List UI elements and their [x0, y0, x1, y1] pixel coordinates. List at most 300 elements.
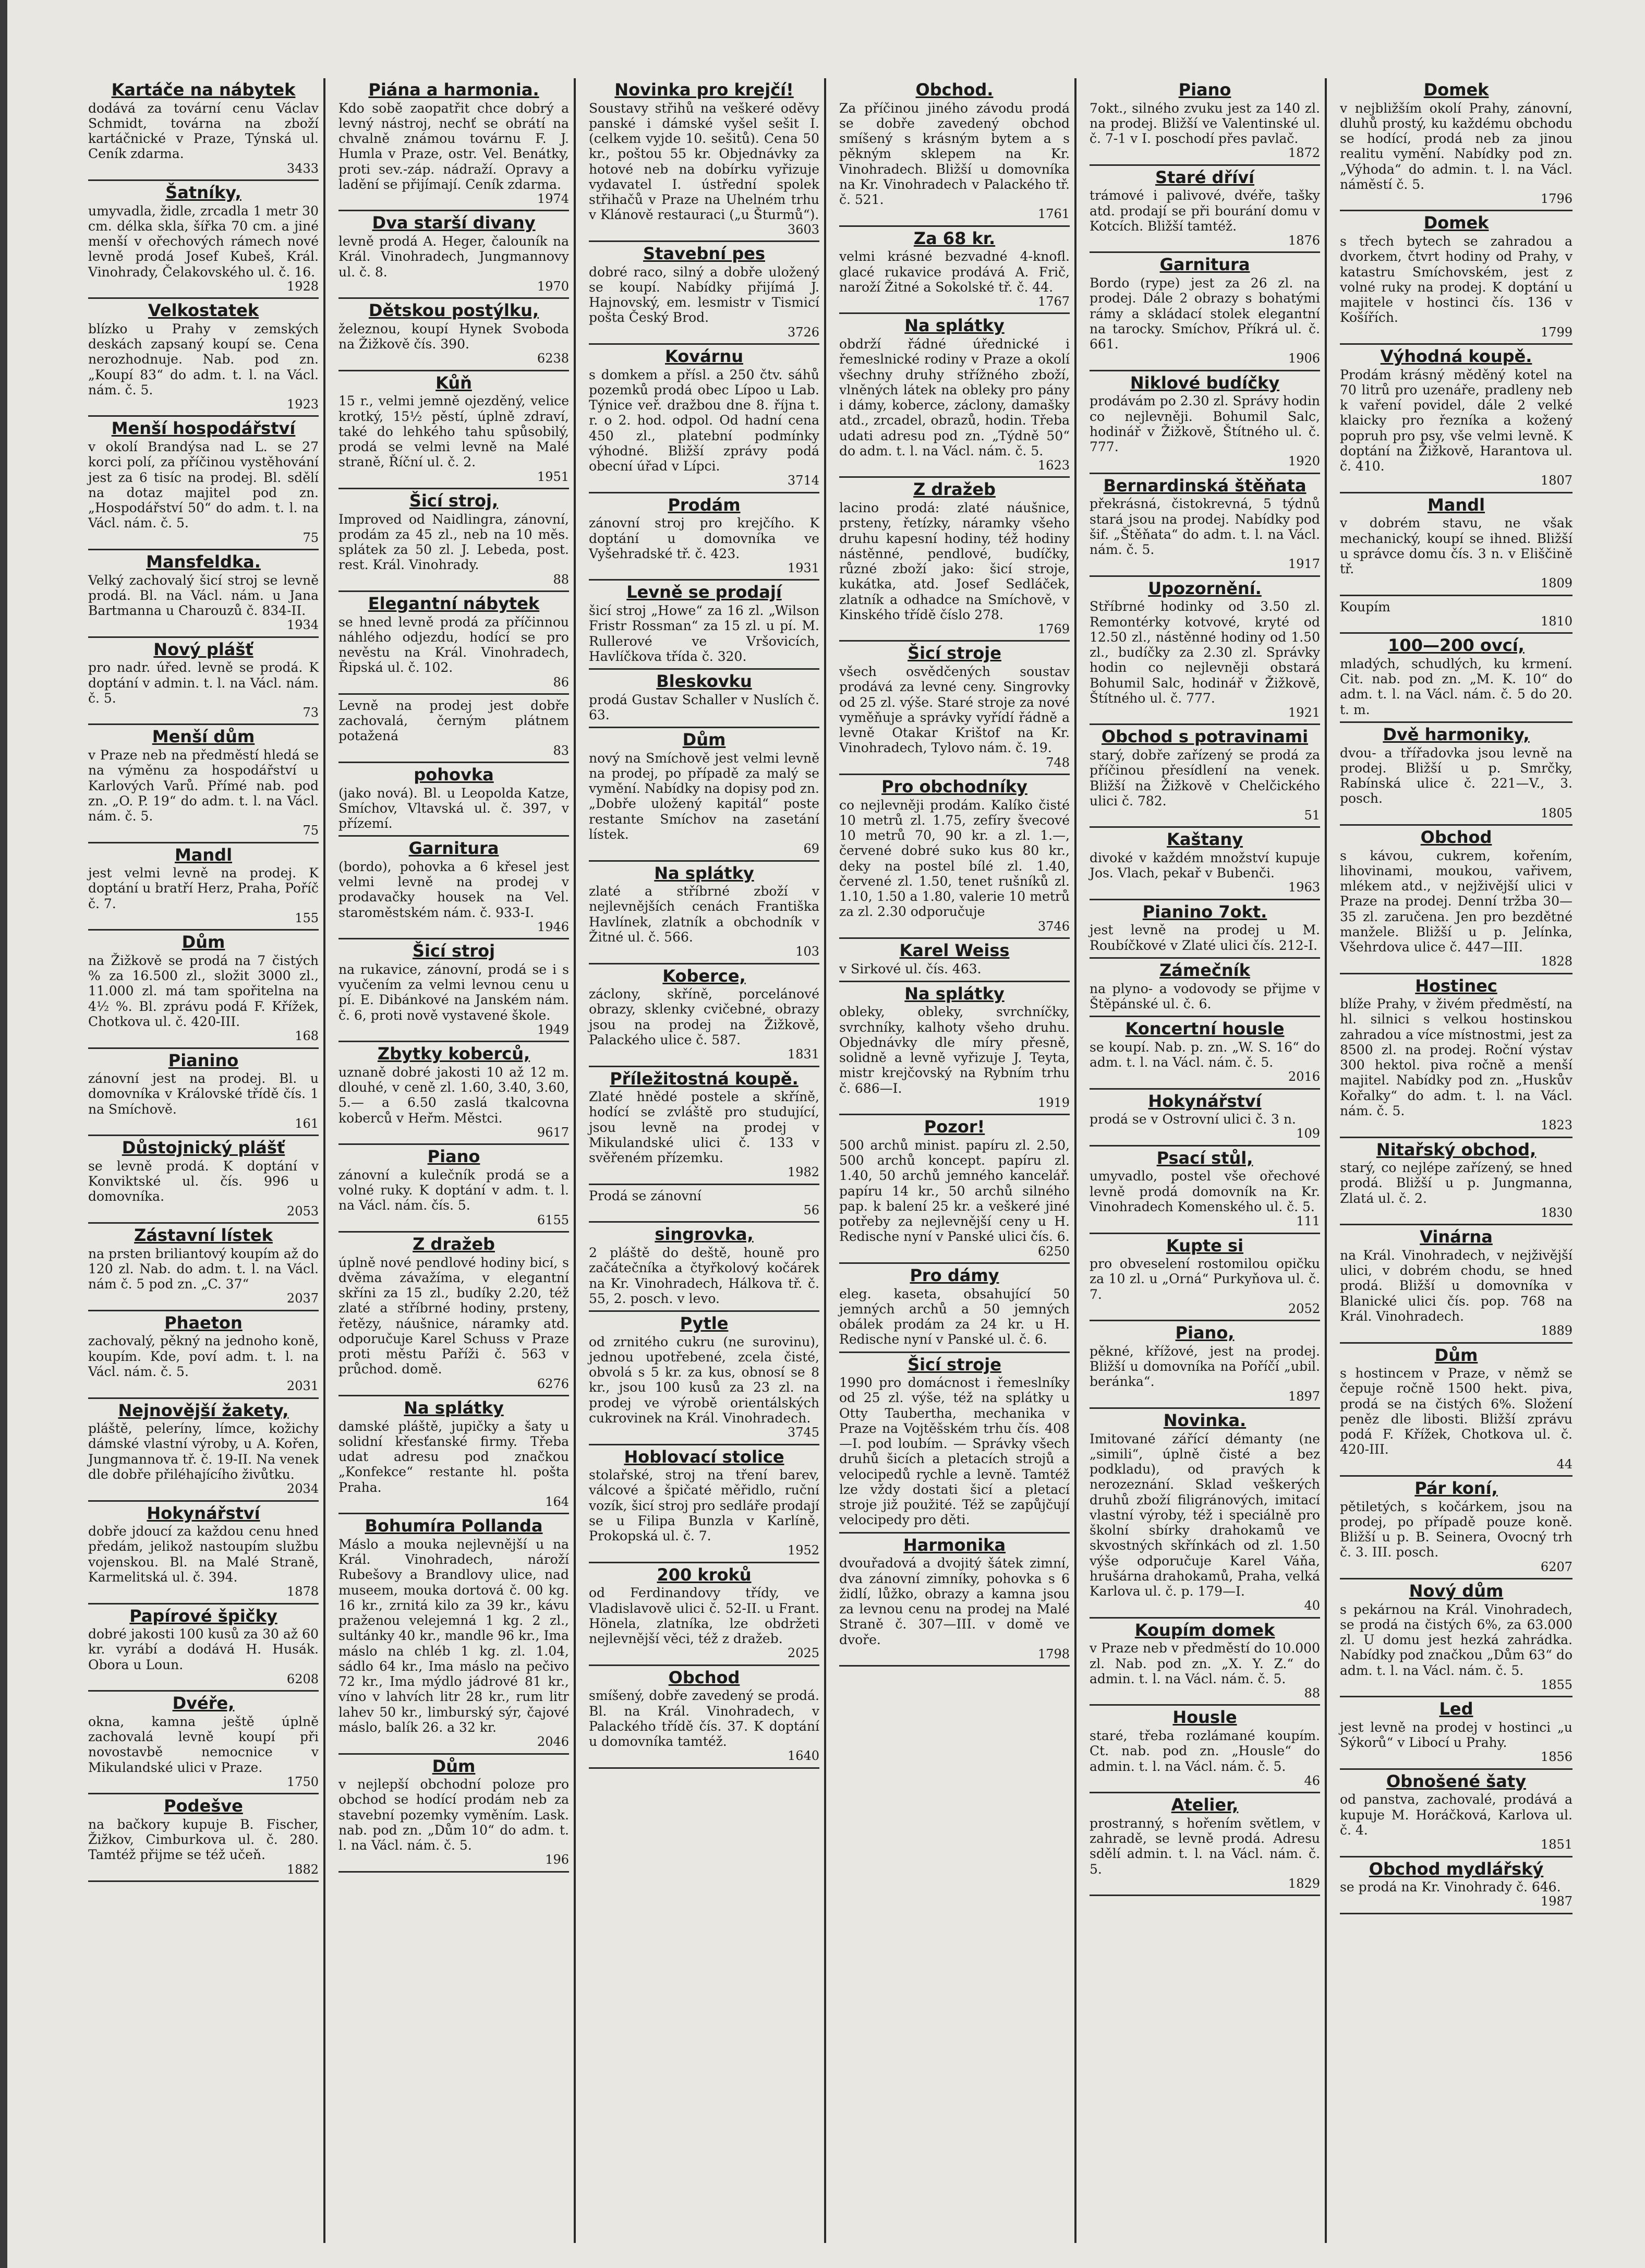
classified-ad [589, 1312, 819, 1445]
classified-ad [338, 1233, 569, 1396]
classified-ad [88, 1224, 319, 1311]
classified-ad [839, 1353, 1070, 1534]
ad-reference-number: 168 [295, 1029, 319, 1044]
classified-ad [338, 1514, 569, 1754]
ad-body-text: pro nadr. úřed. levně se prodá. K doptání v admin. t. l. na Václ. nám. č. 5. [88, 660, 319, 706]
ad-body-text: okna, kamna ještě úplně zachovalá levně koupí při novostavbě nemocnice v Mikulandské ulici v Praze. [88, 1714, 319, 1775]
ad-body-text: prodá Gustav Schaller v Nuslích č. 63. [589, 692, 819, 722]
ad-body-text: na Král. Vinohradech, v nejživější ulici, v dobrém chodu, se hned prodá. Bližší u domovníka v Blanické ulici čís. pop. 768 na Král. Vinohradech. [1340, 1247, 1573, 1324]
ad-reference-number: 3714 [787, 473, 819, 488]
classified-ad [1340, 1697, 1573, 1769]
ad-body-text: s kávou, cukrem, kořením, lihovinami, moukou, vařivem, mlékem atd., v nejživější ulici v Praze na prodej. Denní tržba 30—35 zl. zaručena. Jen pro bezdětné manžele. Bližší u p. Jelínka, Všehrdova ulice č. 447—III. [1340, 848, 1573, 955]
ad-body-text: v Praze neb v předměstí do 10.000 zl. Nab. pod zn. „X. Y. Z.“ do admin. t. l. na Václ. nám. č. 5. [1090, 1640, 1320, 1686]
ad-body-text: Máslo a mouka nejlevnější u na Král. Vinohradech, nároží Rubešovy a Brandlovy ulice, nad museem, mouka dortová č. 00 kg. 16 kr., zrnitá kilo za 39 kr., kávu praženou velejemná 1 kg. 2 zl., sultánky 40 kr., mandle 96 kr., Ima máslo na chléb 1 kg. zl. 1.04, sádlo 64 kr., Ima máslo na pečivo 72 kr., Ima mýdlo jádrové 81 kr., víno v lahvích litr 28 kr., rum litr lahev 50 kr., limburský sýr, čajové máslo, balík 26. a 32 kr. [338, 1536, 569, 1735]
classified-ad [839, 314, 1070, 478]
ad-reference-number: 1952 [787, 1543, 819, 1558]
ad-reference-number: 1829 [1288, 1876, 1320, 1891]
ad-column-1 [83, 78, 325, 2243]
ad-reference-number: 51 [1304, 808, 1320, 823]
classified-ad [88, 1049, 319, 1137]
classified-ad [88, 1502, 319, 1605]
ad-body-text: s domkem a přísl. a 250 čtv. sáhů pozemků prodá obec Lípoo u Lab. Týnice veř. dražbou dne 8. října t. r. o 2. hod. odpol. Od hadní cena 450 zl., platební podmínky výhodné. Bližší zprávy podá obecní úřad v Lípci. [589, 367, 819, 474]
ad-heading: Koncertní housle [1125, 1019, 1285, 1039]
page-binding-edge [0, 0, 7, 2268]
classified-ad [338, 299, 569, 371]
classified-ad [1090, 371, 1320, 474]
ad-heading: Phaeton [164, 1312, 243, 1333]
classified-ad [1340, 1579, 1573, 1697]
ad-reference-number: 1872 [1288, 146, 1320, 161]
classified-ad [338, 1755, 569, 1873]
ad-reference-number: 73 [303, 705, 319, 720]
classified-ad [338, 837, 569, 939]
ad-body-text: s pekárnou na Král. Vinohradech, se prodá na čistých 6%, za 63.000 zl. U domu jest hezká zahrádka. Nabídky pod značkou „Dům 63“ do adm. t. l. na Václ. nám. č. 5. [1340, 1601, 1573, 1678]
ad-reference-number: 46 [1304, 1773, 1320, 1788]
ad-body-text: na prsten briliantový koupím až do 120 zl. Nab. do adm. t. l. na Václ. nám č. 5 pod zn. „C. 37“ [88, 1246, 319, 1292]
ad-reference-number: 1823 [1540, 1118, 1573, 1133]
ad-heading: Dva starší divany [372, 213, 536, 233]
classified-ad [338, 939, 569, 1042]
ad-body-text: v nejbližším okolí Prahy, zánovní, dluhů prostý, ku každému obchodu se hodící, prodá neb za jinou realitu vymění. Nabídky pod zn. „Výhoda“ do admin. t. l. na Václ. náměstí č. 5. [1340, 100, 1573, 192]
ad-heading: Velkostatek [148, 300, 259, 321]
classified-ad [1340, 723, 1573, 826]
ad-body-text: Soustavy střihů na veškeré oděvy panské i dámské vyšel sešit I. (celkem vyjde 10. sešitů). Cena 50 kr., poštou 55 kr. Objednávky za hotové neb na dobírku vyřizuje vydavatel I. ústřední spolek střihačů v Praze na Uhelném trhu v Klánově restauraci („u Šturmů“). [589, 100, 819, 223]
ad-heading: Obnošené šaty [1386, 1771, 1527, 1791]
classified-ad [1090, 828, 1320, 900]
classified-ad [589, 670, 819, 728]
ad-heading: Za 68 kr. [913, 228, 996, 248]
classified-ad [88, 299, 319, 417]
ad-reference-number: 6238 [537, 351, 569, 366]
ad-heading: Hokynářství [147, 1503, 260, 1523]
ad-body-text: co nejlevněji prodám. Kalíko čisté 10 metrů zl. 1.75, zefíry švecové 10 metrů 70, 90 kr. a zl. 1.—, červené dobré suko kus 80 kr., deky na postel bílé zl. 1.40, červené zl. 1.50, tenet rušníků zl. 1.10, 1.50 a 1.80, valerie 10 metrů za zl. 2.30 odporučuje [839, 797, 1070, 920]
ad-heading: Nitařský obchod, [1376, 1139, 1537, 1160]
ad-body-text: od Ferdinandovy třídy, ve Vladislavově ulici č. 52-II. u Frant. Hönela, zlatníka, lze obdržeti nejlevnější věci, též z dražeb. [589, 1585, 819, 1647]
ad-heading: Psací stůl, [1156, 1148, 1253, 1168]
ad-reference-number: 1805 [1540, 805, 1573, 821]
classified-ad [88, 931, 319, 1048]
ad-body-text: zlaté a stříbrné zboží v nejlevnějších cenách Františka Havlínek, zlatník a obchodník v Žitné ul. č. 566. [589, 884, 819, 945]
ad-body-text: zánovní jest na prodej. Bl. u domovníka v Královské třídě čís. 1 na Smíchově. [88, 1071, 319, 1117]
classified-ad [589, 345, 819, 493]
ad-heading: Piano [427, 1147, 480, 1167]
ad-reference-number: 109 [1296, 1126, 1320, 1141]
ad-heading: Menší hospodářství [111, 418, 296, 439]
ad-body-text: damské pláště, jupičky a šaty u solidní křesťanské firmy. Třeba udat adresu pod značkou „Konfekce“ restante hl. pošta Praha. [338, 1418, 569, 1495]
classified-ads-page [83, 78, 1591, 2243]
ad-heading: Zámečník [1159, 960, 1250, 980]
ad-reference-number: 1809 [1540, 576, 1573, 591]
classified-ad [338, 592, 569, 695]
ad-heading: Dvéře, [172, 1693, 235, 1714]
ad-heading: Z dražeb [913, 479, 996, 500]
ad-heading: Důstojnický plášť [122, 1138, 285, 1158]
classified-ad [338, 78, 569, 211]
ad-reference-number: 111 [1296, 1214, 1320, 1229]
ad-heading: Dům [1434, 1345, 1478, 1365]
ad-reference-number: 1897 [1288, 1389, 1320, 1404]
ad-reference-number: 1855 [1540, 1677, 1573, 1692]
ad-body-text: v Praze neb na předměstí hledá se na výměnu za hospodářství u Karlových Varů. Přímé nab. pod zn. „O. P. 19“ do adm. t. l. na Václ. nám. č. 5. [88, 747, 319, 824]
ad-body-text: Prodá se zánovní [589, 1188, 701, 1203]
ad-heading: Obchod s potravinami [1101, 727, 1309, 747]
ad-heading: Led [1439, 1699, 1473, 1719]
ad-heading: Piano, [1175, 1323, 1235, 1343]
classified-ad [1090, 1706, 1320, 1793]
classified-ad [338, 763, 569, 837]
ad-heading: Obchod [1420, 827, 1492, 847]
ad-reference-number: 86 [553, 674, 569, 690]
ad-body-text: blízko u Prahy v zemských deskách zapsaný koupí se. Cena nerozhodnuje. Nab. pod zn. „Koupí 83“ do adm. t. l. na Václ. nám. č. 5. [88, 321, 319, 397]
ad-body-text: prodá se v Ostrovní ulici č. 3 n. [1090, 1112, 1296, 1127]
classified-ad [839, 1115, 1070, 1264]
ad-heading: Pro dámy [910, 1265, 999, 1285]
classified-ad [1090, 959, 1320, 1017]
ad-body-text: na rukavice, zánovní, prodá se i s vyučením za velmi levnou cenu u pí. E. Dibánkové na Janském nám. č. 6, proti nově vystavené škole. [338, 961, 569, 1023]
classified-ad [1090, 1619, 1320, 1706]
ad-body-text: 15 r., velmi jemně ojezděný, velice krotký, 15½ pěstí, úplně zdraví, také do lehkého tahu spůsobilý, prodá se velmi levně na Malé straně, Říční ul. č. 2. [338, 393, 569, 470]
ad-reference-number: 40 [1304, 1598, 1320, 1613]
classified-ad [1090, 253, 1320, 371]
ad-heading: Piano [1178, 80, 1231, 100]
ad-body-text: od panstva, zachovalé, prodává a kupuje M. Horáčková, Karlova ul. č. 4. [1340, 1792, 1573, 1838]
ad-reference-number: 1767 [1037, 294, 1070, 309]
ad-reference-number: 2053 [286, 1203, 319, 1219]
ad-heading: Kovárnu [664, 346, 743, 366]
ad-body-text: Velký zachovalý šicí stroj se levně prodá. Bl. na Václ. nám. u Jana Bartmanna u Charouzů č. 834-II. [88, 572, 319, 619]
classified-ad [1340, 211, 1573, 344]
ad-heading: Obchod mydlářský [1369, 1859, 1544, 1879]
ad-body-text: Koupím [1340, 599, 1390, 614]
ad-heading: Vinárna [1420, 1227, 1493, 1247]
classified-ad [88, 1692, 319, 1794]
ad-heading: Staré dříví [1155, 167, 1255, 187]
classified-ad [88, 843, 319, 931]
ad-body-text: jest levně na prodej u M. Roubíčkové v Zlaté ulici čís. 212-I. [1090, 922, 1320, 953]
ad-heading: Dům [432, 1756, 476, 1776]
ad-reference-number: 3745 [787, 1425, 819, 1440]
classified-ad [1340, 596, 1573, 634]
ad-body-text: jest velmi levně na prodej. K doptání u bratří Herz, Praha, Poříč č. 7. [88, 865, 319, 911]
classified-ad [1090, 1017, 1320, 1089]
ad-reference-number: 1931 [787, 561, 819, 576]
ad-heading: Dětskou postýlku, [368, 300, 539, 321]
ad-body-text: se prodá na Kr. Vinohrady č. 646. [1340, 1879, 1561, 1895]
ad-reference-number: 1889 [1540, 1323, 1573, 1338]
ad-reference-number: 2037 [286, 1291, 319, 1306]
ad-body-text: úplně nové pendlové hodiny bicí, s dvěma závažíma, v elegantní skříni za 15 zl., budíky 2.20, též zlaté a stříbrné hodiny, prsteny, řetězy, náušnice, náramky atd. odporučuje Karel Schuss v Praze proti městu Paříži č. 563 v průchod. domě. [338, 1254, 569, 1377]
classified-ad [839, 775, 1070, 939]
ad-heading: Pianino 7okt. [1142, 901, 1267, 922]
classified-ad [589, 493, 819, 581]
classified-ad [1340, 493, 1573, 596]
ad-body-text: s třech bytech se zahradou a dvorkem, čtvrt hodiny od Prahy, v katastru Smíchovském, jest z volné ruky na prodej. K doptání u majitele v hostinci čís. 136 v Košířích. [1340, 234, 1573, 325]
ad-heading: Housle [1172, 1707, 1237, 1728]
ad-reference-number: 161 [295, 1116, 319, 1131]
ad-heading: Prodám [668, 494, 741, 515]
ad-body-text: nový na Smíchově jest velmi levně na prodej, po případě za malý se vymění. Nabídky na dopisy pod zn. „Dobře uložený kapitál“ poste restante Smíchov na zasetání lístek. [589, 750, 819, 842]
ad-heading: Šicí stroj [412, 941, 495, 961]
ad-column-4 [834, 78, 1076, 2243]
ad-body-text: šicí stroj „Howe“ za 16 zl. „Wilson Fristr Rossman“ za 15 zl. u pí. M. Rullerové ve Vršovicích, Havlíčkova třída č. 320. [589, 603, 819, 664]
ad-heading: Harmonika [903, 1535, 1006, 1555]
classified-ad [589, 728, 819, 861]
ad-heading: Na splátky [654, 863, 754, 883]
ad-reference-number: 1970 [537, 279, 569, 294]
classified-ad [88, 725, 319, 843]
ad-body-text: s hostincem v Praze, v němž se čepuje ročně 1500 hekt. piva, prodá se na čistých 6%. Složení peněz dle libosti. Bližší zprávu podá F. Křížek, Chotkova ul. č. 420-III. [1340, 1366, 1573, 1457]
classified-ad [88, 181, 319, 299]
ad-body-text: záclony, skříně, porcelánové obrazy, sklenky cvičebné, obrazy jsou na prodej na Žižkově, Palackého ulice č. 587. [589, 986, 819, 1047]
classified-ad [1340, 78, 1573, 211]
ad-body-text: pěkné, křížové, jest na prodej. Bližší u domovníka na Poříčí „ubil. beránka“. [1090, 1343, 1320, 1390]
ad-reference-number: 83 [553, 743, 569, 758]
ad-heading: Mandl [1427, 494, 1485, 515]
ad-column-2 [334, 78, 576, 2243]
ad-body-text: zachovalý, pěkný na jednoho koně, koupím. Kde, poví adm. t. l. na Václ. nám. č. 5. [88, 1333, 319, 1379]
classified-ad [338, 695, 569, 763]
ad-body-text: velmi krásné bezvadné 4-knofl. glacé rukavice prodává A. Frič, naroží Žitné a Sokolské tř. č. 44. [839, 249, 1070, 295]
ad-body-text: v Sirkové ul. čís. 463. [839, 961, 982, 976]
classified-ad [839, 78, 1070, 227]
classified-ad [88, 78, 319, 181]
ad-heading: Příležitostná koupě. [610, 1068, 799, 1089]
classified-ad [589, 1223, 819, 1312]
ad-body-text: obdrží řádné úřednické i řemeslnické rodiny v Praze a okolí všechny druhy střížného zboží, vlněných látek na obleky pro pány i dámy, koberce, záclony, damašky atd., zrcadel, obrazů, hodin. Třeba udati adresu pod zn. „Týdně 50“ do adm. t. l. na Václ. nám. č. 5. [839, 336, 1070, 459]
ad-heading: Kupte si [1166, 1235, 1244, 1256]
classified-ad [88, 1136, 319, 1224]
ad-body-text: lacino prodá: zlaté náušnice, prsteny, řetízky, náramky všeho druhu kapesní hodiny, též hodiny nástěnné, pendlové, budíčky, různé zboží jako: šicí stroje, kukátka, atd. Josef Sedláček, zlatník a odhadce na Smíchově, v Kinského třídě číslo 278. [839, 500, 1070, 622]
ad-reference-number: 1807 [1540, 473, 1573, 488]
ad-reference-number: 1750 [286, 1774, 319, 1789]
ad-reference-number: 1796 [1540, 191, 1573, 207]
classified-ad [88, 1794, 319, 1882]
ad-body-text: divoké v každém množství kupuje Jos. Vlach, pekař v Bubenči. [1090, 850, 1320, 881]
ad-reference-number: 1640 [787, 1748, 819, 1764]
ad-body-text: dobré raco, silný a dobře uložený se koupí. Nabídky přijímá J. Hajnovský, em. lesmistr v Tismicí pošta Český Brod. [589, 264, 819, 325]
ad-reference-number: 1923 [286, 397, 319, 412]
ad-heading: Kůň [436, 372, 472, 393]
classified-ad [839, 642, 1070, 775]
ad-body-text: se levně prodá. K doptání v Konviktské ul. čís. 996 u domovníka. [88, 1158, 319, 1204]
ad-body-text: 500 archů minist. papíru zl. 2.50, 500 archů koncept. papíru zl. 1.40, 50 archů jemného kancelář. papíru 14 kr., 50 archů silného pap. k balení 25 kr. a veškeré jiné potřeby za nejlevnější ceny u H. Redische nyní v Panské ulici čís. 6. [839, 1137, 1070, 1245]
ad-heading: Koberce, [662, 966, 746, 986]
ad-reference-number: 1878 [286, 1584, 319, 1599]
ad-reference-number: 1799 [1540, 324, 1573, 340]
ad-heading: Stavební pes [643, 243, 765, 263]
ad-heading: Papírové špičky [129, 1606, 277, 1626]
ad-heading: singrovka, [655, 1224, 754, 1245]
ad-reference-number: 6207 [1540, 1559, 1573, 1574]
ad-reference-number: 155 [295, 910, 319, 925]
ad-reference-number: 6155 [537, 1212, 569, 1227]
ad-heading: Šicí stroj, [409, 490, 499, 511]
ad-heading: Elegantní nábytek [368, 593, 540, 613]
ad-body-text: dvou- a třířadovka jsou levně na prodej. Bližší u p. Smrčky, Rabínská ulice č. 221—V., 3. posch. [1340, 745, 1573, 806]
classified-ad [839, 1264, 1070, 1353]
classified-ad [589, 1445, 819, 1563]
ad-body-text: prostranný, s hořením světlem, v zahradě, se levně prodá. Adresu sdělí admin. t. l. na Václ. nám. č. 5. [1090, 1815, 1320, 1877]
ad-reference-number: 6208 [286, 1671, 319, 1686]
ad-body-text: 2 pláště do deště, houně pro začátečníka a čtyřkolový kočárek na Kr. Vinohradech, Hálkova tř. č. 55, 2. posch. v levo. [589, 1245, 819, 1306]
ad-heading: Pytle [680, 1313, 729, 1334]
classified-ad [589, 1666, 819, 1769]
classified-ad [88, 1605, 319, 1692]
ad-heading: Zástavní lístek [134, 1225, 273, 1246]
classified-ad [1340, 634, 1573, 723]
ad-heading: Nejnovější žakety, [118, 1400, 289, 1420]
classified-ad [1090, 900, 1320, 959]
ad-heading: Hokynářství [1148, 1091, 1262, 1111]
ad-reference-number: 1928 [286, 279, 319, 294]
classified-ad [589, 1067, 819, 1185]
classified-ad [589, 581, 819, 670]
classified-ad [1340, 1138, 1573, 1226]
ad-reference-number: 88 [1304, 1686, 1320, 1701]
ad-heading: Garnitura [408, 838, 499, 859]
classified-ad [1090, 1409, 1320, 1619]
ad-body-text: pro obveselení rostomilou opičku za 10 zl. u „Orná“ Purkyňova ul. č. 7. [1090, 1256, 1320, 1302]
classified-ad [1340, 1770, 1573, 1857]
ad-reference-number: 1828 [1540, 954, 1573, 969]
ad-heading: Mansfeldka. [146, 551, 261, 572]
ad-heading: Pár koní, [1414, 1478, 1498, 1499]
classified-ad [1340, 974, 1573, 1138]
ad-reference-number: 2016 [1288, 1069, 1320, 1084]
ad-reference-number: 44 [1556, 1456, 1573, 1471]
classified-ad [1090, 725, 1320, 828]
ad-column-5 [1085, 78, 1327, 2243]
ad-column-6 [1335, 78, 1577, 2243]
classified-ad [839, 1534, 1070, 1667]
classified-ad [589, 862, 819, 964]
ad-heading: Na splátky [904, 316, 1005, 336]
ad-heading: Hoblovací stolice [624, 1446, 784, 1467]
ad-heading: 100—200 ovcí, [1388, 635, 1525, 656]
classified-ad [338, 489, 569, 592]
classified-ad [1340, 826, 1573, 974]
ad-heading: Šicí stroje [908, 1354, 1001, 1374]
ad-heading: Menší dům [152, 727, 255, 747]
ad-body-text: eleg. kaseta, obsahující 50 jemných archů a 50 jemných obálek prodám za 24 kr. u H. Redische nyní v Panské ul. č. 6. [839, 1286, 1070, 1347]
ad-heading: Pro obchodníky [881, 776, 1027, 797]
ad-reference-number: 1830 [1540, 1205, 1573, 1220]
ad-body-text: zánovní a kulečník prodá se a volné ruky. K doptání v adm. t. l. na Václ. nám. čís. 5. [338, 1167, 569, 1213]
ad-body-text: starý, co nejlépe zařízený, se hned prodá. Bližší u p. Jungmanna, Zlatá ul. č. 2. [1340, 1160, 1573, 1206]
classified-ad [338, 1145, 569, 1233]
classified-ad [839, 939, 1070, 982]
ad-body-text: mladých, schudlých, ku krmení. Cit. nab. pod zn. „M. K. 10“ do adm. t. l. na Václ. nám. č. 5 do 20. t. m. [1340, 656, 1573, 717]
ad-reference-number: 69 [803, 841, 819, 856]
ad-body-text: blíže Prahy, v živém předměstí, na hl. silnici s velkou hostinskou zahradou a více místnostmi, jest za 8500 zl. na prodej. Roční výstav 300 hektol. piva ročně a menší majitel. Nabídky pod zn. „Huskův Kořalky“ do adm. t. l. na Václ. nám. č. 5. [1340, 996, 1573, 1118]
ad-reference-number: 1982 [787, 1165, 819, 1180]
ad-body-text: starý, dobře zařízený se prodá za příčinou přesídlení na venek. Bližší na Žižkově v Chelčického ulici č. 782. [1090, 747, 1320, 809]
ad-heading: Novinka. [1163, 1410, 1247, 1430]
ad-reference-number: 1769 [1037, 622, 1070, 637]
ad-reference-number: 9617 [537, 1125, 569, 1140]
classified-ad [1340, 345, 1573, 493]
ad-body-text: železnou, koupí Hynek Svoboda na Žižkově čís. 390. [338, 321, 569, 352]
ad-heading: Pozor! [924, 1117, 985, 1137]
classified-ad [88, 638, 319, 726]
ad-body-text: od zrnitého cukru (ne surovinu), jednou upotřebené, zcela čisté, obvolá s 5 kr. za kus, obnosí se 8 kr., jsou 100 kusů za 23 zl. na prodej ve výrobě orientálských cukrovinek na Král. Vinohradech. [589, 1334, 819, 1426]
ad-heading: Domek [1423, 80, 1489, 100]
ad-reference-number: 1882 [286, 1862, 319, 1877]
ad-heading: Karel Weiss [899, 940, 1010, 960]
ad-body-text: stolařské, stroj na tření barev, válcové a špičaté měřidlo, ruční vozík, šicí stroj pro sedláře prodají se u Filipa Bunzla v Karlíně, Prokopská ul. č. 7. [589, 1467, 819, 1544]
ad-reference-number: 196 [545, 1852, 569, 1867]
ad-heading: Šatníky, [165, 182, 241, 202]
ad-heading: Bohumíra Pollanda [365, 1516, 543, 1536]
classified-ad [589, 242, 819, 345]
ad-reference-number: 2034 [286, 1481, 319, 1497]
ad-heading: Kartáče na nábytek [111, 80, 296, 100]
ad-reference-number: 1921 [1288, 705, 1320, 720]
ad-reference-number: 75 [303, 530, 319, 545]
ad-heading: pohovka [414, 765, 494, 785]
ad-reference-number: 3746 [1037, 919, 1070, 934]
ad-reference-number: 164 [545, 1494, 569, 1509]
ad-body-text: prodávám po 2.30 zl. Správy hodin co nejlevněji. Bohumil Salc, hodinář v Žižkově, Štítného ul. č. 777. [1090, 393, 1320, 455]
ad-reference-number: 2046 [537, 1734, 569, 1750]
ad-body-text: se hned levně prodá za příčinnou náhlého odjezdu, hodící se pro nevěstu na Král. Vinohradech, Řipská ul. č. 102. [338, 614, 569, 675]
ad-reference-number: 1856 [1540, 1750, 1573, 1765]
classified-ad [1090, 1090, 1320, 1147]
ad-heading: Novinka pro krejčí! [614, 80, 794, 100]
ad-body-text: dodává za tovární cenu Václav Schmidt, továrna na zboží kartáčnické v Praze, Týnská ul. Ceník zdarma. [88, 100, 319, 162]
classified-ad [839, 227, 1070, 315]
classified-ad [839, 478, 1070, 642]
classified-ad [1090, 1321, 1320, 1409]
ad-reference-number: 103 [795, 944, 819, 959]
ad-heading: Na splátky [904, 983, 1005, 1004]
classified-ad [839, 982, 1070, 1115]
ad-reference-number: 6276 [537, 1376, 569, 1391]
classified-ad [338, 1396, 569, 1514]
ad-heading: Bleskovku [656, 671, 752, 692]
ad-body-text: překrásná, čistokrevná, 5 týdnů stará jsou na prodej. Nabídky pod šif. „Štěňata“ do adm. t. l. na Václ. nám. č. 5. [1090, 496, 1320, 558]
ad-reference-number: 1949 [537, 1022, 569, 1037]
ad-reference-number: 1623 [1037, 458, 1070, 473]
ad-heading: Mandl [174, 845, 233, 865]
ad-body-text: v dobrém stavu, ne však mechanický, koupí se ihned. Bližší u správce domu čís. 3 n. v Eliščině tř. [1340, 515, 1573, 577]
ad-heading: Výhodná koupě. [1380, 346, 1532, 366]
classified-ad [589, 964, 819, 1067]
classified-ad [589, 1185, 819, 1223]
ad-body-text: se koupí. Nab. p. zn. „W. S. 16“ do adm. t. l. na Václ. nám. č. 5. [1090, 1039, 1320, 1070]
ad-heading: Dvě harmoniky, [1383, 724, 1530, 744]
classified-ad [1340, 1477, 1573, 1579]
ad-body-text: uznaně dobré jakosti 10 až 12 m. dlouhé, v ceně zl. 1.60, 3.40, 3.60, 5.— a 6.50 zaslá tkalcovna koberců v Heřm. Městci. [338, 1064, 569, 1126]
ad-body-text: Bordo (rype) jest za 26 zl. na prodej. Dále 2 obrazy s bohatými rámy a skládací stolek elegantní na tarocky. Smíchov, Příkrá ul. č. 661. [1090, 275, 1320, 352]
ad-heading: Garnitura [1159, 255, 1250, 275]
classified-ad [1340, 1857, 1573, 1914]
ad-heading: Pianino [168, 1050, 239, 1070]
ad-reference-number: 1761 [1037, 207, 1070, 222]
ad-heading: Atelier, [1171, 1795, 1239, 1815]
ad-reference-number: 748 [1046, 755, 1070, 770]
ad-heading: Nový dům [1409, 1581, 1504, 1601]
ad-heading: Bernardinská štěňata [1103, 475, 1307, 496]
ad-reference-number: 1851 [1540, 1837, 1573, 1852]
ad-body-text: 1990 pro domácnost i řemeslníky od 25 zl. výše, též na splátky u Otty Taubertha, mechanika v Praze na Vojtěšském trhu čís. 408—I. pod loubím. — Správky všech druhů šicích a pletacích strojů a velocipedů rychle a levně. Tamtéž lze vždy dostati šicí a pletací stroje již použité. Též se zapůjčují velocipedy pro děti. [839, 1375, 1070, 1528]
classified-ad [1090, 1147, 1320, 1234]
ad-reference-number: 1810 [1540, 613, 1573, 629]
ad-body-text: Za příčinou jiného závodu prodá se dobře zavedený obchod smíšený s krásným bytem a s pěkným sklepem na Kr. Vinohradech. Bližší u domovníka na Kr. Vinohradech v Palackého tř. č. 521. [839, 100, 1070, 208]
ad-heading: Zbytky koberců, [377, 1044, 530, 1064]
ad-reference-number: 88 [553, 572, 569, 587]
ad-body-text: 7okt., silného zvuku jest za 140 zl. na prodej. Bližší ve Valentinské ul. č. 7-1 v I. poschodí přes pavlač. [1090, 100, 1320, 147]
